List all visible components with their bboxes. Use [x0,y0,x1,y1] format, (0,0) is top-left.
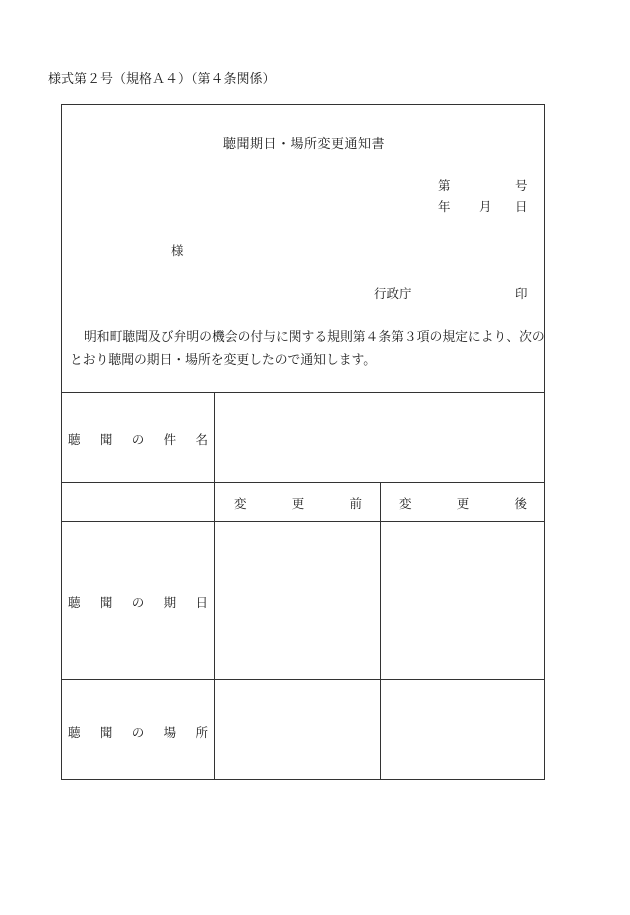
before-header-text [234,494,362,512]
label-column-divider [214,392,215,779]
row-divider-1 [62,482,544,483]
label-char: 名 [195,432,208,447]
date-after-cell[interactable] [382,523,543,677]
date-day: 日 [515,199,528,214]
label-char: 聞 [99,725,113,740]
date-before-cell[interactable] [216,523,378,677]
label-char: 前 [349,496,362,511]
after-header [399,494,527,512]
number-prefix: 第 [438,178,451,193]
hearing-date-label-text [68,593,208,611]
recipient-honorific: 様 [171,243,184,258]
label-char: の [131,432,145,447]
row-divider-3 [62,679,544,680]
place-before-cell[interactable] [216,681,378,779]
label-char: 変 [234,496,247,511]
number-suffix: 号 [515,178,528,193]
label-char: 聞 [99,595,113,610]
body-text-line-1: 明和町聴聞及び弁明の機会の付与に関する規則第４条第３項の規定により、次の [84,330,545,345]
date-year: 年 [438,199,451,214]
date-month: 月 [479,199,492,214]
hearing-place-label-text [68,723,208,741]
before-header [234,494,362,512]
label-char: 聴 [68,595,81,610]
label-char: 場 [163,725,177,740]
label-char: 所 [195,725,208,740]
label-char: の [131,595,145,610]
label-char: 日 [195,595,208,610]
label-char: 聞 [99,432,113,447]
issuer-label: 行政庁 [374,286,412,301]
row-divider-2 [62,521,544,522]
document-title: 聴聞期日・場所変更通知書 [222,137,385,152]
case-name-label-text [68,430,208,448]
after-header-text [399,494,527,512]
before-after-divider [380,482,381,779]
label-char: 更 [456,496,470,511]
table-top-rule [62,392,544,393]
hearing-date-label [68,593,208,611]
body-text-line-2: とおり聴聞の期日・場所を変更したので通知します。 [70,353,377,368]
label-char: 更 [291,496,305,511]
label-char: 聴 [68,725,81,740]
label-char: 後 [514,496,527,511]
notice-form [61,104,545,780]
label-char: 期 [163,595,177,610]
case-name-label [68,430,208,448]
label-char: の [131,725,145,740]
case-name-value-cell[interactable] [216,394,543,480]
seal-mark: 印 [515,286,528,301]
form-reference: 様式第２号（規格Ａ４）（第４条関係） [48,72,276,87]
label-char: 件 [163,432,177,447]
label-char: 変 [399,496,412,511]
label-char: 聴 [68,432,81,447]
place-after-cell[interactable] [382,681,543,779]
hearing-place-label [68,723,208,741]
